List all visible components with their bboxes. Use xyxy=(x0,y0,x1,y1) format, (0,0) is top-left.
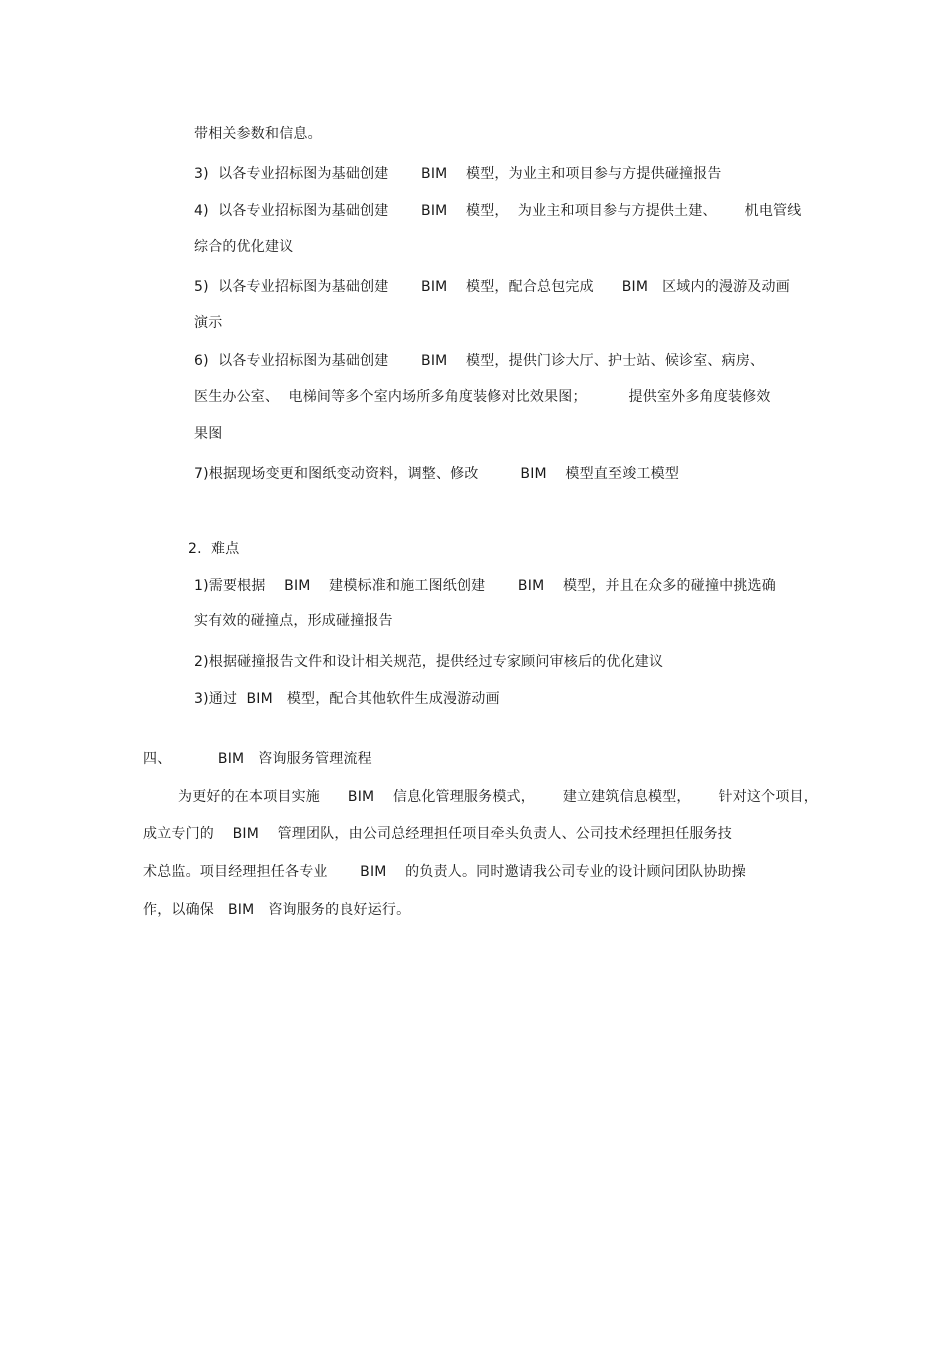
difficulty-item-1: 1)需要根据 BIM 建模标准和施工图纸创建 BIM 模型，并且在众多的碰撞中挑选确 xyxy=(194,578,776,594)
text-line: 带相关参数和信息。 xyxy=(194,126,322,142)
list-item-7: 7)根据现场变更和图纸变动资料，调整、修改 BIM 模型直至竣工模型 xyxy=(194,466,680,482)
paragraph-line: 作，以确保 BIM 咨询服务的良好运行。 xyxy=(143,902,411,918)
text-line: 实有效的碰撞点，形成碰撞报告 xyxy=(194,613,393,629)
difficulty-item-3: 3)通过 BIM 模型，配合其他软件生成漫游动画 xyxy=(194,691,500,707)
list-item-6: 6) 以各专业招标图为基础创建 BIM 模型，提供门诊大厅、护士站、候诊室、病房、 xyxy=(194,353,765,369)
list-item-4: 4) 以各专业招标图为基础创建 BIM 模型， 为业主和项目参与方提供土建、 机电管线 xyxy=(194,203,802,219)
list-item-3: 3) 以各专业招标图为基础创建 BIM 模型，为业主和项目参与方提供碰撞报告 xyxy=(194,166,722,182)
text-line: 果图 xyxy=(194,426,223,442)
text-line: 演示 xyxy=(194,315,223,331)
text-line: 综合的优化建议 xyxy=(194,239,294,255)
section-heading-difficulties: 2. 难点 xyxy=(188,541,240,557)
text-line: 医生办公室、 电梯间等多个室内场所多角度装修对比效果图； 提供室外多角度装修效 xyxy=(194,389,771,405)
paragraph-line: 成立专门的 BIM 管理团队，由公司总经理担任项目牵头负责人、公司技术经理担任服务技 xyxy=(143,826,733,842)
list-item-5: 5) 以各专业招标图为基础创建 BIM 模型，配合总包完成 BIM 区域内的漫游及动画 xyxy=(194,279,790,295)
paragraph-line: 为更好的在本项目实施 BIM 信息化管理服务模式， 建立建筑信息模型， 针对这个项目， xyxy=(178,789,818,805)
chapter-heading: 四、 BIM 咨询服务管理流程 xyxy=(143,751,372,767)
paragraph-line: 术总监。项目经理担任各专业 BIM 的负责人。同时邀请我公司专业的设计顾问团队协助操 xyxy=(143,864,746,880)
difficulty-item-2: 2)根据碰撞报告文件和设计相关规范，提供经过专家顾问审核后的优化建议 xyxy=(194,654,664,670)
